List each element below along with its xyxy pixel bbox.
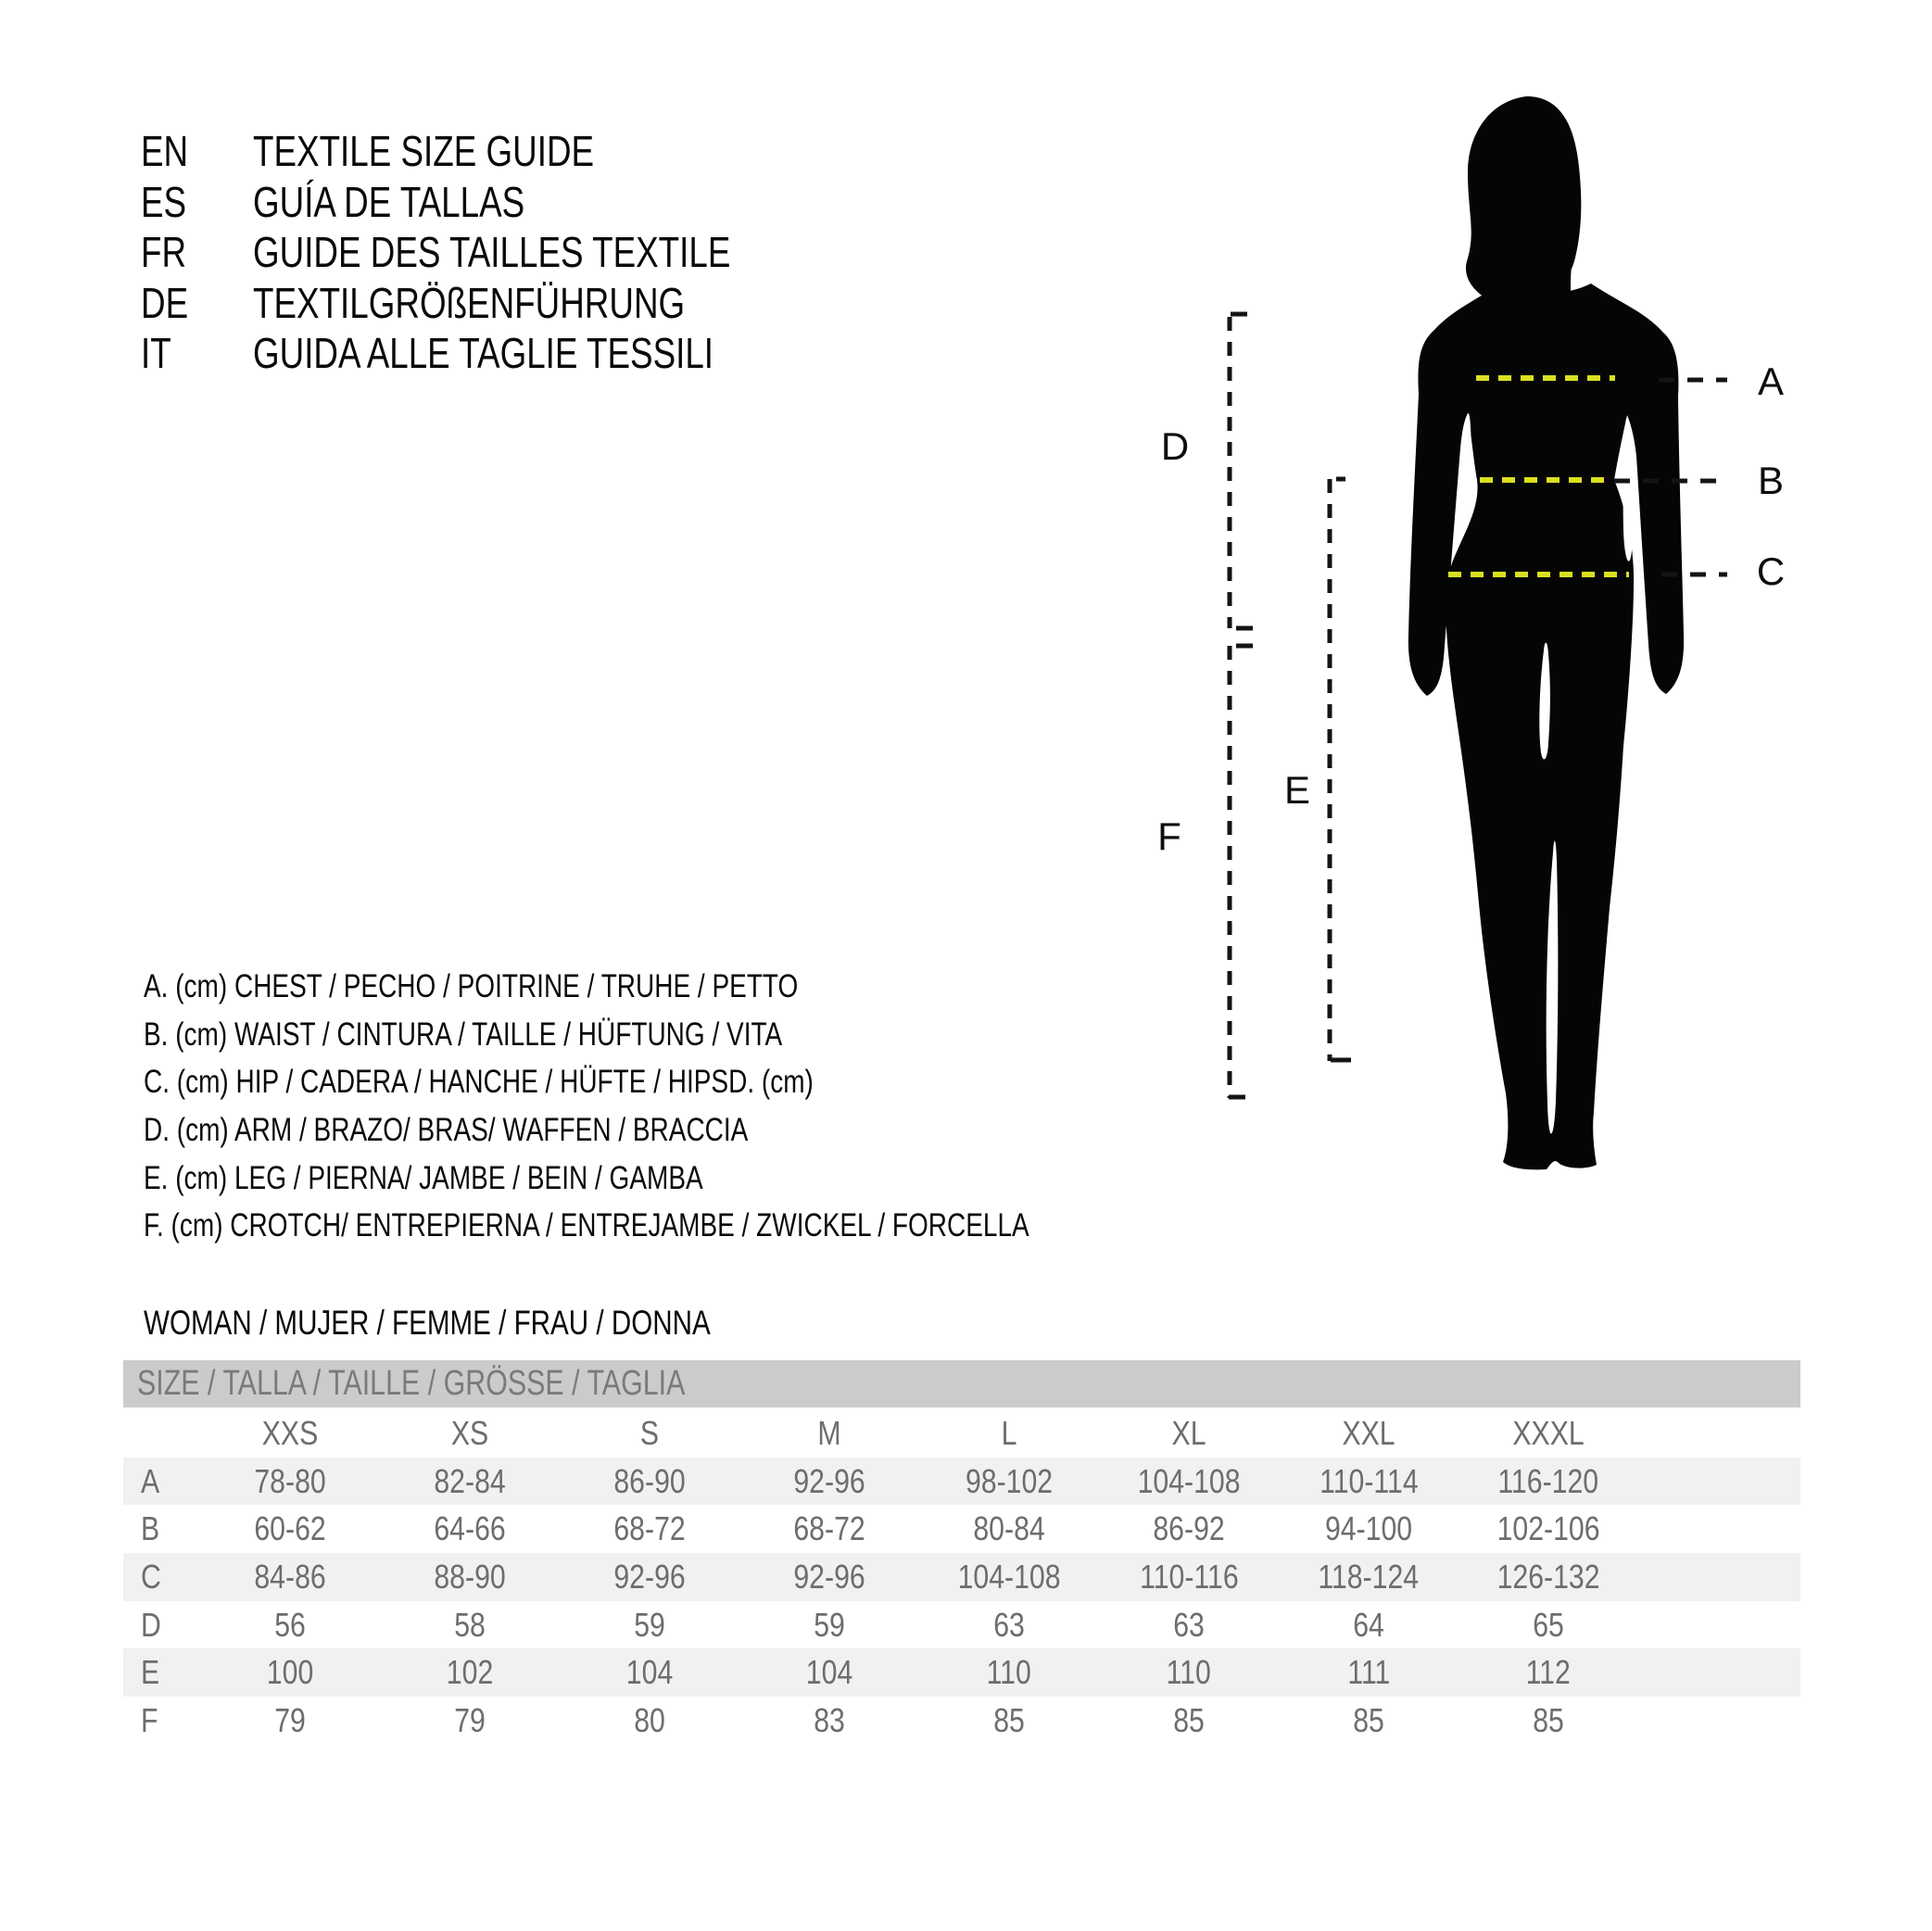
table-row-E xyxy=(123,1648,1800,1697)
measure-value-cell: 88-90 xyxy=(434,1557,506,1596)
table-row-B xyxy=(123,1505,1800,1553)
lang-title: TEXTILE SIZE GUIDE xyxy=(253,127,595,175)
measure-value-cell: 68-72 xyxy=(613,1509,686,1548)
measure-value-cell: 126-132 xyxy=(1496,1557,1600,1596)
legend-line-B: B. (cm) WAIST / CINTURA / TAILLE / HÜFTUNG / VITA xyxy=(144,1016,783,1053)
measure-value-cell: 83 xyxy=(814,1700,845,1739)
measure-value-cell: 80-84 xyxy=(973,1509,1045,1548)
size-col-header: S xyxy=(639,1413,660,1452)
measure-value-cell: 104 xyxy=(625,1653,674,1692)
lang-code: IT xyxy=(141,329,171,377)
measure-value-cell: 80 xyxy=(634,1700,665,1739)
legend-line-E: E. (cm) LEG / PIERNA/ JAMBE / BEIN / GAMBA xyxy=(144,1159,703,1196)
gender-title: WOMAN / MUJER / FEMME / FRAU / DONNA xyxy=(144,1304,711,1342)
lang-title: TEXTILGRÖßENFÜHRUNG xyxy=(253,278,686,327)
measure-value-cell: 102-106 xyxy=(1496,1509,1600,1548)
size-table xyxy=(123,1409,1800,1745)
measure-value-cell: 111 xyxy=(1347,1653,1390,1692)
measure-value-cell: 65 xyxy=(1533,1605,1564,1644)
measure-value-cell: 112 xyxy=(1525,1653,1572,1692)
filler-cell xyxy=(1638,1606,1800,1645)
measure-value-cell: 58 xyxy=(454,1605,486,1644)
lang-code: FR xyxy=(141,228,187,276)
measure-value-cell: 100 xyxy=(266,1653,314,1692)
measure-value-cell: 59 xyxy=(814,1605,845,1644)
body-measurement-diagram xyxy=(1149,83,1853,1195)
measure-value-cell: 84-86 xyxy=(254,1557,326,1596)
size-col-header: XL xyxy=(1171,1413,1206,1452)
row-label: D xyxy=(141,1605,161,1644)
measure-value-cell: 85 xyxy=(1173,1700,1205,1739)
size-col-header: L xyxy=(1001,1413,1017,1452)
measure-value-cell: 104-108 xyxy=(957,1557,1061,1596)
right-arm-gap xyxy=(1623,417,1634,562)
label-crotch-F: F xyxy=(1157,814,1181,858)
row-label: E xyxy=(141,1653,160,1692)
size-band-title: SIZE / TALLA / TAILLE / GRÖSSE / TAGLIA xyxy=(137,1364,686,1403)
lang-code: EN xyxy=(141,127,189,175)
measure-value-cell: 118-124 xyxy=(1318,1557,1420,1596)
measure-value-cell: 110-116 xyxy=(1139,1557,1239,1596)
measure-value-cell: 64 xyxy=(1353,1605,1384,1644)
table-row-F xyxy=(123,1697,1800,1745)
row-label: A xyxy=(141,1461,160,1500)
lang-title: GUIDE DES TAILLES TEXTILE xyxy=(253,228,731,276)
lang-code: DE xyxy=(141,278,189,327)
lang-code: ES xyxy=(141,177,187,226)
size-col-header: XXL xyxy=(1342,1413,1395,1452)
measure-value-cell: 79 xyxy=(454,1700,486,1739)
measure-value-cell: 56 xyxy=(274,1605,306,1644)
table-row-C xyxy=(123,1553,1800,1601)
measure-value-cell: 63 xyxy=(993,1605,1025,1644)
measure-value-cell: 86-92 xyxy=(1153,1509,1225,1548)
measure-value-cell: 94-100 xyxy=(1324,1509,1413,1548)
row-label: B xyxy=(141,1509,160,1548)
measure-value-cell: 110 xyxy=(1166,1653,1212,1692)
measure-value-cell: 85 xyxy=(1533,1700,1564,1739)
woman-silhouette xyxy=(1408,96,1684,1169)
size-col-header: XXS xyxy=(261,1413,319,1452)
measure-value-cell: 79 xyxy=(274,1700,306,1739)
size-header-row xyxy=(123,1409,1800,1458)
legend-line-A: A. (cm) CHEST / PECHO / POITRINE / TRUHE / PETTO xyxy=(144,967,799,1004)
measurement-legend xyxy=(144,963,1251,1250)
measure-value-cell: 68-72 xyxy=(793,1509,865,1548)
measure-value-cell: 86-90 xyxy=(613,1461,686,1500)
label-chest-A: A xyxy=(1757,360,1784,403)
measure-value-cell: 92-96 xyxy=(793,1461,865,1500)
legend-line-C: C. (cm) HIP / CADERA / HANCHE / HÜFTE / HIPSD. (cm) xyxy=(144,1064,814,1101)
measure-value-cell: 116-120 xyxy=(1497,1461,1599,1500)
measure-value-cell: 110-114 xyxy=(1319,1461,1419,1500)
measure-value-cell: 59 xyxy=(634,1605,665,1644)
row-label: C xyxy=(141,1557,161,1596)
size-table-header-band xyxy=(123,1360,1800,1407)
row-label: F xyxy=(141,1700,158,1739)
measure-value-cell: 60-62 xyxy=(254,1509,326,1548)
lang-title: GUIDA ALLE TAGLIE TESSILI xyxy=(253,329,714,377)
measure-value-cell: 63 xyxy=(1173,1605,1205,1644)
measure-value-cell: 110 xyxy=(986,1653,1032,1692)
measure-value-cell: 78-80 xyxy=(254,1461,326,1500)
size-col-header: XXXL xyxy=(1512,1413,1585,1452)
measure-value-cell: 104 xyxy=(805,1653,853,1692)
measure-value-cell: 85 xyxy=(993,1700,1025,1739)
measure-value-cell: 104-108 xyxy=(1137,1461,1241,1500)
label-arm-D: D xyxy=(1160,424,1190,468)
label-waist-B: B xyxy=(1757,459,1784,502)
measure-value-cell: 82-84 xyxy=(434,1461,506,1500)
empty-corner-cell xyxy=(123,1414,200,1453)
legend-line-D: D. (cm) ARM / BRAZO/ BRAS/ WAFFEN / BRACCIA xyxy=(144,1111,749,1148)
measure-value-cell: 92-96 xyxy=(613,1557,686,1596)
filler-cell xyxy=(1638,1509,1800,1548)
filler-cell xyxy=(1638,1414,1800,1453)
filler-cell xyxy=(1638,1701,1800,1740)
lang-title: GUÍA DE TALLAS xyxy=(253,177,525,226)
measure-value-cell: 92-96 xyxy=(793,1557,865,1596)
size-col-header: XS xyxy=(450,1413,489,1452)
measure-value-cell: 98-102 xyxy=(965,1461,1054,1500)
measure-value-cell: 64-66 xyxy=(434,1509,506,1548)
filler-cell xyxy=(1638,1653,1800,1692)
legend-line-F: F. (cm) CROTCH/ ENTREPIERNA / ENTREJAMBE / ZWICKEL / FORCELLA xyxy=(144,1207,1029,1244)
filler-cell xyxy=(1638,1558,1800,1597)
table-row-D xyxy=(123,1601,1800,1649)
label-hip-C: C xyxy=(1756,549,1786,593)
measure-value-cell: 102 xyxy=(446,1653,494,1692)
size-col-header: M xyxy=(817,1413,841,1452)
table-row-A xyxy=(123,1458,1800,1506)
label-leg-E: E xyxy=(1283,768,1310,812)
measure-value-cell: 85 xyxy=(1353,1700,1384,1739)
filler-cell xyxy=(1638,1462,1800,1501)
